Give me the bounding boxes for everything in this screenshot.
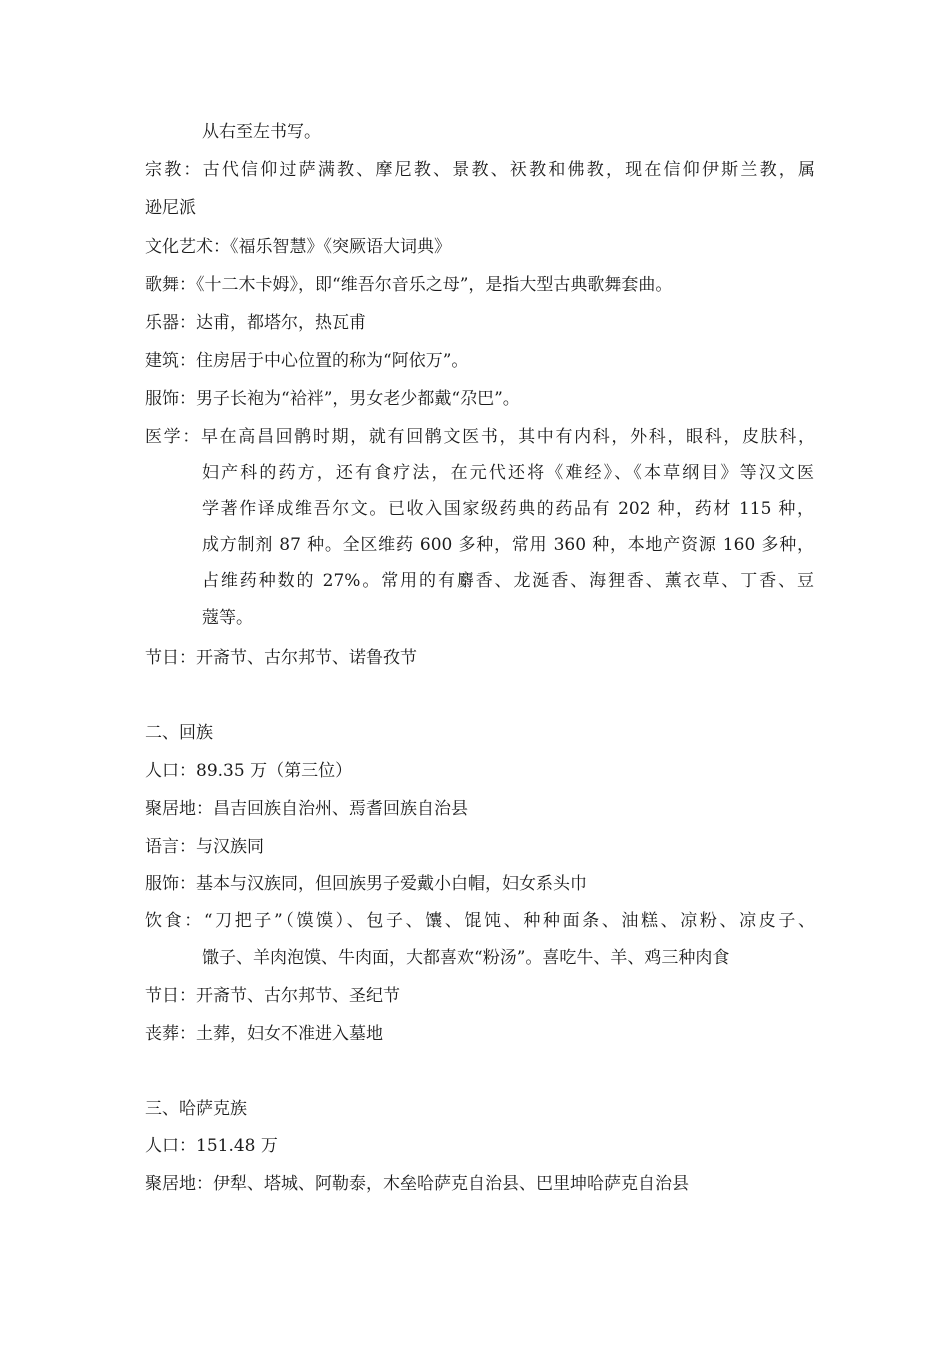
- text-line-instruments: 乐器：达甫，都塔尔，热瓦甫: [145, 313, 366, 333]
- text-line-hui-population: 人口：89.35 万（第三位）: [145, 761, 353, 781]
- text-line-hui-settlements: 聚居地：昌吉回族自治州、焉耆回族自治县: [145, 799, 468, 819]
- text-line-religion-cont: 逊尼派: [145, 198, 196, 218]
- text-line-architecture: 建筑：住房居于中心位置的称为“阿依万”。: [145, 351, 469, 371]
- text-line-hui-food: 饮食：“刀把子”（馍馍）、包子、馕、馄饨、种种面条、油糕、凉粉、凉皮子、: [145, 911, 815, 931]
- text-line-hui-funeral: 丧葬：土葬，妇女不准进入墓地: [145, 1024, 383, 1044]
- text-line-medicine-cont-3: 成方制剂 87 种。全区维药 600 多种，常用 360 种，本地产资源 160 多种，: [202, 535, 814, 555]
- text-line-culture-art: 文化艺术：《福乐智慧》《突厥语大词典》: [145, 237, 451, 257]
- text-line-medicine-cont-5: 蔻等。: [202, 608, 253, 628]
- text-line-hui-festivals: 节日：开斋节、古尔邦节、圣纪节: [145, 986, 400, 1006]
- text-line-kazakh-settlements: 聚居地：伊犁、塔城、阿勒泰，木垒哈萨克自治县、巴里坤哈萨克自治县: [145, 1174, 689, 1194]
- text-line-medicine-cont-2: 学著作译成维吾尔文。已收入国家级药典的药品有 202 种，药材 115 种，: [202, 499, 814, 519]
- text-line-hui-food-cont: 馓子、羊肉泡馍、牛肉面，大都喜欢“粉汤”。喜吃牛、羊、鸡三种肉食: [202, 948, 730, 968]
- text-line-writing-direction: 从右至左书写。: [202, 122, 321, 142]
- text-line-medicine-cont-4: 占维药种数的 27%。常用的有麝香、龙涎香、海狸香、薰衣草、丁香、豆: [202, 571, 814, 591]
- text-line-medicine-cont-1: 妇产科的药方，还有食疗法，在元代还将《难经》、《本草纲目》等汉文医: [202, 463, 814, 483]
- text-line-hui-language: 语言：与汉族同: [145, 837, 264, 857]
- text-line-medicine: 医学：早在高昌回鹘时期，就有回鹘文医书，其中有内科，外科，眼科，皮肤科，: [145, 427, 815, 447]
- text-line-clothing: 服饰：男子长袍为“袷袢”，男女老少都戴“尕巴”。: [145, 389, 520, 409]
- text-line-kazakh-population: 人口：151.48 万: [145, 1136, 278, 1156]
- text-line-hui-clothing: 服饰：基本与汉族同，但回族男子爱戴小白帽，妇女系头巾: [145, 874, 587, 894]
- text-line-song-dance: 歌舞：《十二木卡姆》，即“维吾尔音乐之母”，是指大型古典歌舞套曲。: [145, 275, 673, 295]
- section-heading-kazakh: 三、哈萨克族: [145, 1099, 247, 1119]
- section-heading-hui: 二、回族: [145, 723, 213, 743]
- text-line-religion: 宗教：古代信仰过萨满教、摩尼教、景教、祆教和佛教，现在信仰伊斯兰教，属: [145, 160, 815, 180]
- text-line-festivals: 节日：开斋节、古尔邦节、诺鲁孜节: [145, 648, 417, 668]
